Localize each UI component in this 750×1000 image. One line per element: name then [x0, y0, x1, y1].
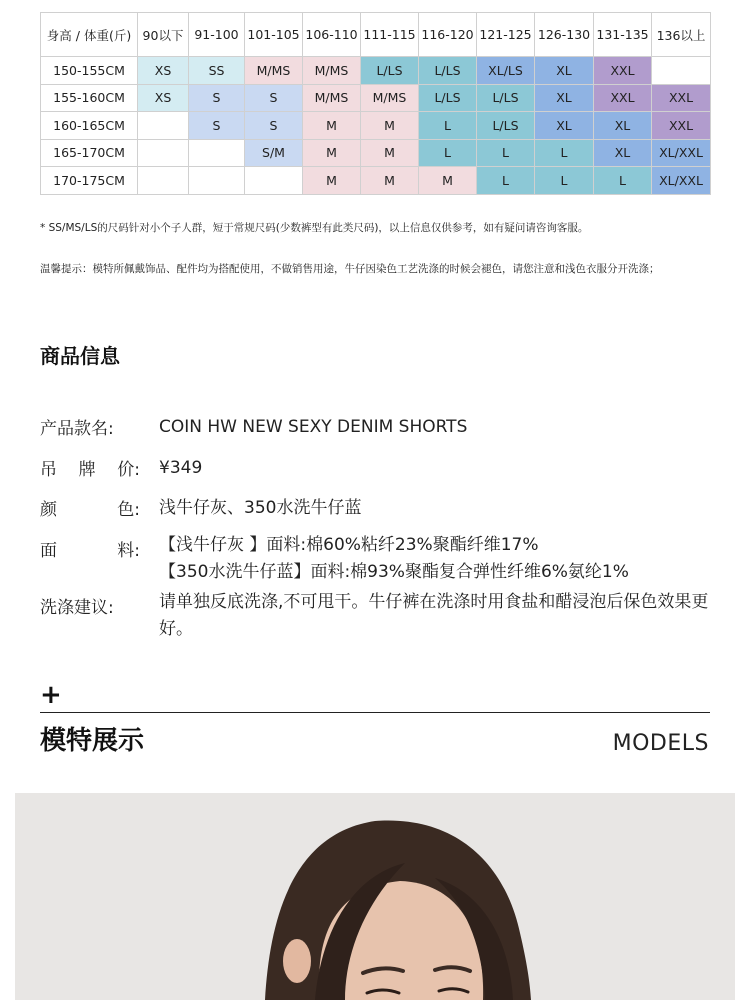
size-cell: M	[303, 139, 361, 167]
size-cell: XL/XXL	[652, 167, 711, 195]
size-table-header: 131-135	[594, 13, 652, 57]
table-row	[41, 167, 711, 195]
price-label-char: 牌	[78, 460, 96, 480]
size-cell: L	[535, 167, 594, 195]
row-height: 170-175CM	[41, 167, 138, 195]
size-cell: XXL	[594, 84, 652, 112]
model-photo	[15, 793, 735, 1000]
size-table-header: 116-120	[419, 13, 477, 57]
size-cell: L/LS	[361, 57, 419, 85]
size-cell: XS	[138, 57, 189, 85]
size-cell: XL	[594, 112, 652, 140]
row-height: 150-155CM	[41, 57, 138, 85]
section-divider	[40, 712, 710, 713]
size-cell: M/MS	[303, 84, 361, 112]
size-cell: L/LS	[419, 84, 477, 112]
material-line: 【350水洗牛仔蓝】面料:棉93%聚酯复合弹性纤维6%氨纶1%	[159, 562, 629, 582]
size-table-header: 126-130	[535, 13, 594, 57]
size-table-header: 121-125	[477, 13, 535, 57]
size-cell: SS	[189, 57, 245, 85]
table-row	[41, 84, 711, 112]
size-chart-table	[40, 12, 711, 195]
size-cell	[652, 57, 711, 85]
material-line: 【浅牛仔灰 】面料:棉60%粘纤23%聚酯纤维17%	[159, 535, 539, 555]
material-label-char: 料:	[117, 541, 140, 561]
price-label-char: 吊	[40, 460, 57, 480]
product-info-title: 商品信息	[40, 344, 120, 368]
size-cell: S/M	[245, 139, 303, 167]
models-title-cn: 模特展示	[40, 726, 145, 756]
size-cell: S	[189, 84, 245, 112]
size-cell: S	[189, 112, 245, 140]
size-cell	[189, 139, 245, 167]
size-cell: M/MS	[245, 57, 303, 85]
table-row	[41, 139, 711, 167]
size-cell: L	[477, 167, 535, 195]
size-cell: M	[303, 112, 361, 140]
care-note: 温馨提示：模特所佩戴饰品、配件均为搭配使用，不做销售用途，牛仔因染色工艺洗涤的时候会褪色，请您注意和浅色衣服分开洗涤；	[40, 263, 660, 275]
size-note: * SS/MS/LS的尺码针对小个子人群，短于常规尺码(少数裤型有此类尺码)，以上信息仅供参考，如有疑问请咨询客服。	[40, 222, 589, 234]
size-cell: L/LS	[419, 57, 477, 85]
size-cell: XL	[535, 57, 594, 85]
size-table-header: 90以下	[138, 13, 189, 57]
price-label-char: 价:	[117, 460, 140, 480]
color-label-char: 颜	[40, 500, 57, 520]
style-name-value: COIN HW NEW SEXY DENIM SHORTS	[159, 417, 468, 437]
color-label-char: 色:	[117, 500, 140, 520]
size-cell: XL	[535, 112, 594, 140]
size-cell: L/LS	[477, 84, 535, 112]
material-label-char: 面	[40, 541, 57, 561]
size-table-header-row	[41, 13, 711, 57]
size-cell	[138, 167, 189, 195]
size-cell: L/LS	[477, 112, 535, 140]
size-cell	[138, 139, 189, 167]
price-label	[40, 455, 140, 480]
size-cell: M/MS	[303, 57, 361, 85]
size-cell: XL	[535, 84, 594, 112]
size-table-header: 106-110	[303, 13, 361, 57]
models-title-en: MODELS	[612, 731, 709, 756]
wash-label: 洗涤建议:	[40, 598, 114, 618]
row-height: 165-170CM	[41, 139, 138, 167]
size-cell: XXL	[594, 57, 652, 85]
size-cell: L	[419, 139, 477, 167]
size-cell: XL/XXL	[652, 139, 711, 167]
size-cell: S	[245, 112, 303, 140]
wash-value: 请单独反底洗涤,不可甩干。牛仔裤在洗涤时用食盐和醋浸泡后保色效果更好。	[159, 592, 709, 639]
size-cell: XL	[594, 139, 652, 167]
size-cell: XXL	[652, 84, 711, 112]
material-label	[40, 536, 140, 561]
size-cell: L	[419, 112, 477, 140]
row-height: 155-160CM	[41, 84, 138, 112]
size-cell	[189, 167, 245, 195]
size-cell: XS	[138, 84, 189, 112]
model-photo-illustration	[15, 793, 735, 1000]
table-row	[41, 57, 711, 85]
material-value	[159, 532, 709, 586]
size-cell: L	[594, 167, 652, 195]
size-cell: L	[477, 139, 535, 167]
size-table-header: 91-100	[189, 13, 245, 57]
size-table-header: 身高 / 体重(斤)	[41, 13, 138, 57]
ear-shape	[283, 939, 311, 983]
size-cell: M	[361, 139, 419, 167]
color-label	[40, 495, 140, 520]
size-table-header: 101-105	[245, 13, 303, 57]
size-table-header: 111-115	[361, 13, 419, 57]
size-cell: M	[361, 112, 419, 140]
size-cell: S	[245, 84, 303, 112]
size-cell: XXL	[652, 112, 711, 140]
size-table-header: 136以上	[652, 13, 711, 57]
size-cell: XL/LS	[477, 57, 535, 85]
size-cell	[245, 167, 303, 195]
row-height: 160-165CM	[41, 112, 138, 140]
size-cell: M	[303, 167, 361, 195]
size-cell	[138, 112, 189, 140]
style-name-label: 产品款名:	[40, 419, 114, 439]
price-value: ¥349	[159, 458, 203, 478]
size-cell: L	[535, 139, 594, 167]
color-value: 浅牛仔灰、350水洗牛仔蓝	[159, 498, 362, 518]
size-cell: M	[361, 167, 419, 195]
table-row	[41, 112, 711, 140]
size-cell: M/MS	[361, 84, 419, 112]
plus-icon: +	[40, 680, 62, 710]
size-cell: M	[419, 167, 477, 195]
